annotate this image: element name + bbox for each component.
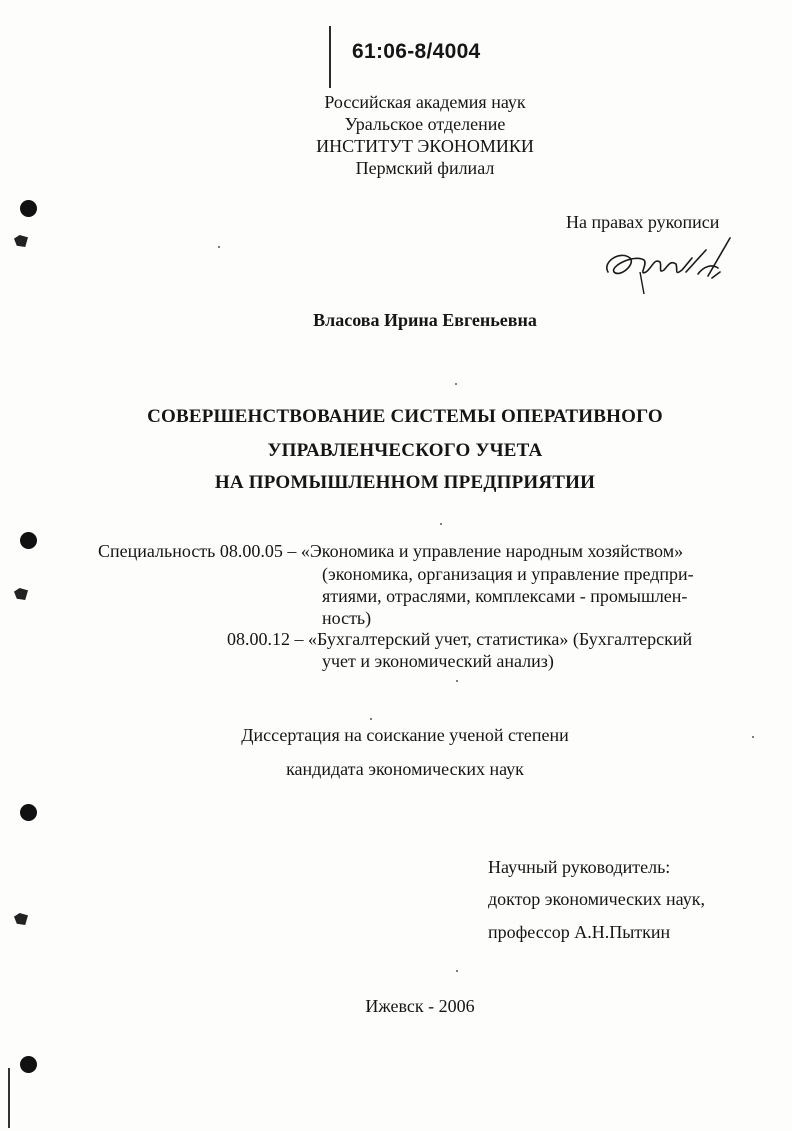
punch-hole-icon <box>20 200 37 217</box>
signature-icon <box>600 232 750 302</box>
scan-mark-icon <box>14 588 28 600</box>
specialty-line-4: ность) <box>322 608 372 628</box>
specialty-line-3: ятиями, отраслями, комплексами - промышлен- <box>322 586 688 606</box>
specialty-line-2: (экономика, организация и управление предпри- <box>322 564 694 584</box>
institution-filial: Пермский филиал <box>355 158 495 178</box>
header-divider <box>329 26 331 88</box>
institution-branch: Уральское отделение <box>344 114 506 134</box>
institution-institute: ИНСТИТУТ ЭКОНОМИКИ <box>316 136 534 156</box>
specialty-line-6: учет и экономический анализ) <box>322 651 554 671</box>
scan-speck <box>370 718 372 720</box>
specialty-line-5: 08.00.12 – «Бухгалтерский учет, статистика» (Бухгалтерский <box>227 629 693 649</box>
scan-speck <box>752 736 754 738</box>
supervisor-label: Научный руководитель: <box>488 857 671 877</box>
scan-mark-icon <box>14 235 28 247</box>
supervisor-degree: доктор экономических наук, <box>488 889 705 909</box>
thesis-title-line-3: НА ПРОМЫШЛЕННОМ ПРЕДПРИЯТИИ <box>214 472 596 493</box>
supervisor-name: профессор А.Н.Пыткин <box>488 922 671 942</box>
dissertation-line-1: Диссертация на соискание ученой степени <box>241 725 569 745</box>
scan-speck <box>455 383 457 385</box>
scan-speck <box>440 523 442 525</box>
punch-hole-icon <box>20 1056 37 1073</box>
thesis-title-line-2: УПРАВЛЕНЧЕСКОГО УЧЕТА <box>267 440 543 461</box>
punch-hole-icon <box>20 532 37 549</box>
city-year: Ижевск - 2006 <box>365 996 475 1016</box>
dissertation-line-2: кандидата экономических наук <box>286 759 524 779</box>
catalog-code: 61:06-8/4004 <box>352 40 481 63</box>
scan-speck <box>456 680 458 682</box>
thesis-title-line-1: СОВЕРШЕНСТВОВАНИЕ СИСТЕМЫ ОПЕРАТИВНОГО <box>147 406 663 427</box>
author-name: Власова Ирина Евгеньевна <box>313 310 537 330</box>
scan-mark-icon <box>14 913 28 925</box>
scan-margin-line <box>8 1068 10 1128</box>
specialty-line-1: Специальность 08.00.05 – «Экономика и управление народным хозяйством» <box>98 541 684 561</box>
institution-academy: Российская академия наук <box>324 92 526 112</box>
scan-speck <box>456 970 458 972</box>
scan-speck <box>218 246 220 248</box>
manuscript-rights-label: На правах рукописи <box>566 212 720 232</box>
punch-hole-icon <box>20 804 37 821</box>
